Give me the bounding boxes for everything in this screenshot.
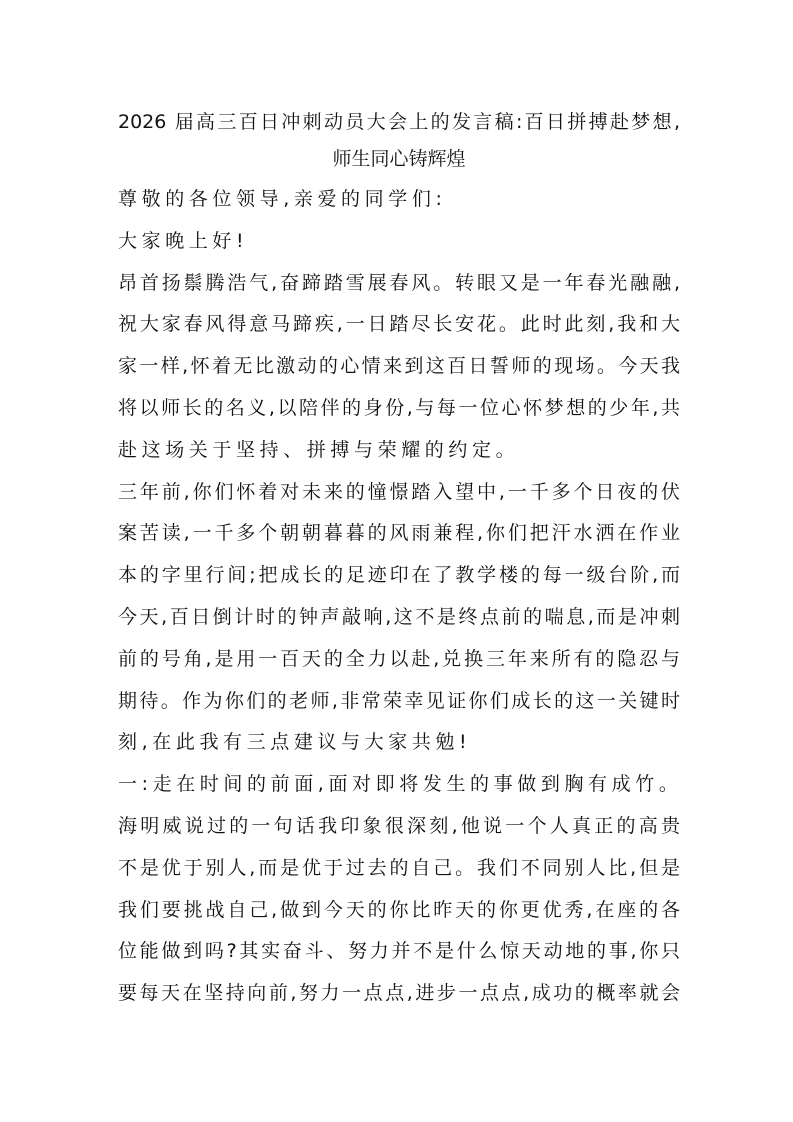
- document-title-line-2: 师生同心铸辉煌: [332, 148, 466, 170]
- body-line: 我们要挑战自己,做到今天的你比昨天的你更优秀,在座的各: [118, 898, 680, 921]
- body-line: 本的字里行间;把成长的足迹印在了教学楼的每一级台阶,而: [118, 564, 680, 587]
- body-line: 家一样,怀着无比激动的心情来到这百日誓师的现场。今天我: [118, 355, 680, 378]
- salutation: 尊敬的各位领导,亲爱的同学们:: [118, 188, 447, 210]
- body-line: 不是优于别人,而是优于过去的自己。我们不同别人比,但是: [118, 856, 680, 879]
- body-line: 将以师长的名义,以陪伴的身份,与每一位心怀梦想的少年,共: [118, 397, 680, 419]
- body-line: 案苦读,一千多个朝朝暮暮的风雨兼程,你们把汗水洒在作业: [118, 522, 680, 545]
- body-line: 刻,在此我有三点建议与大家共勉!: [118, 731, 472, 754]
- body-line: 前的号角,是用一百天的全力以赴,兑换三年来所有的隐忍与: [118, 647, 680, 670]
- body-line: 今天,百日倒计时的钟声敲响,这不是终点前的喘息,而是冲刺: [118, 606, 680, 628]
- body-line: 昂首扬鬃腾浩气,奋蹄踏雪展春风。转眼又是一年春光融融,: [118, 271, 680, 294]
- body-line: 期待。作为你们的老师,非常荣幸见证你们成长的这一关键时: [118, 689, 680, 712]
- body-line: 三年前,你们怀着对未来的憧憬踏入望中,一千多个日夜的伏: [118, 480, 680, 503]
- body-line: 赴这场关于坚持、拼搏与荣耀的约定。: [118, 438, 520, 461]
- section-heading: 一:走在时间的前面,面对即将发生的事做到胸有成竹。: [118, 773, 683, 796]
- document-title-line-1: 2026 届高三百日冲刺动员大会上的发言稿:百日拼搏赴梦想,: [118, 111, 680, 133]
- greeting: 大家晚上好!: [118, 229, 249, 252]
- body-line: 位能做到吗?其实奋斗、努力并不是什么惊天动地的事,你只: [118, 940, 680, 963]
- body-line: 要每天在坚持向前,努力一点点,进步一点点,成功的概率就会: [118, 982, 680, 1005]
- body-line: 祝大家春风得意马蹄疾,一日踏尽长安花。此时此刻,我和大: [118, 313, 680, 336]
- body-line: 海明威说过的一句话我印象很深刻,他说一个人真正的高贵: [118, 815, 680, 837]
